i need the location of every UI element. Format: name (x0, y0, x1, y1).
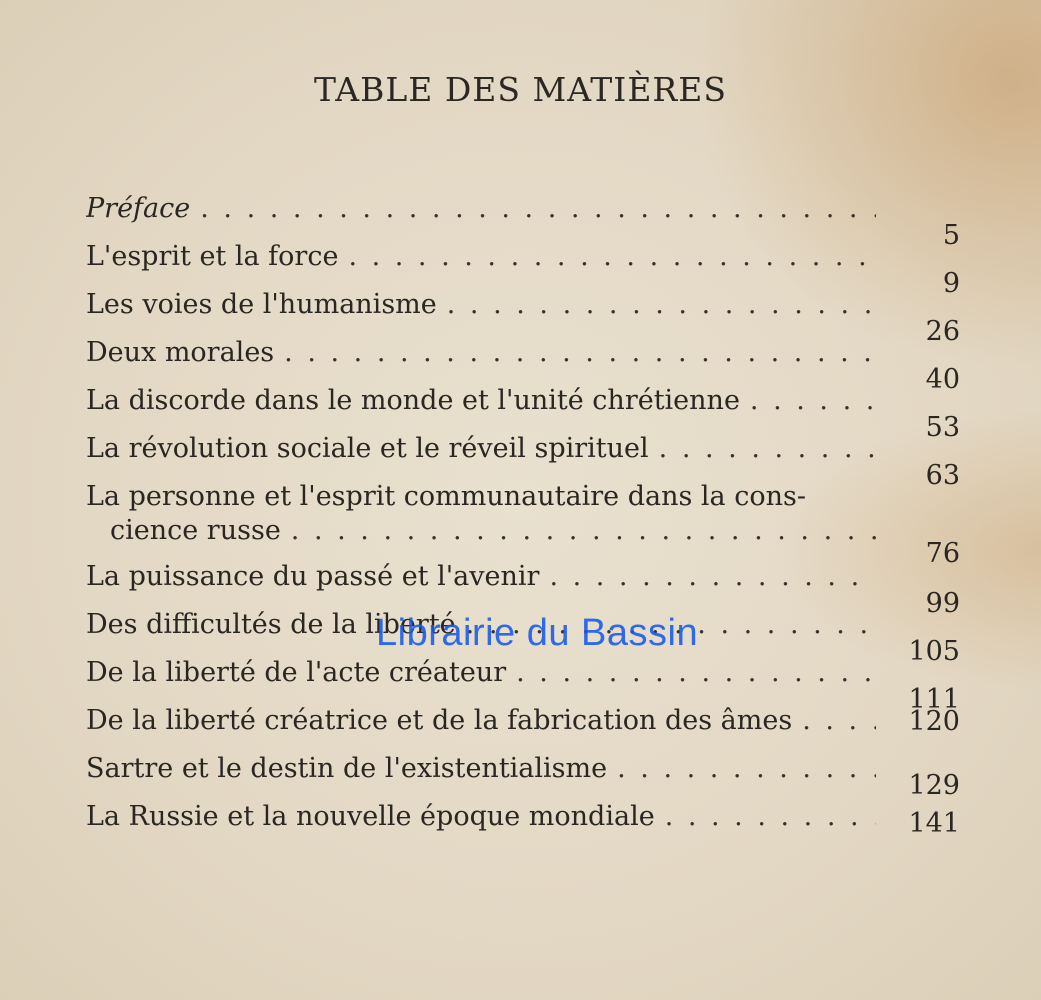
toc-entry-title: Des difficultés de la liberté (86, 609, 456, 640)
toc-entry (86, 334, 966, 395)
toc-entry-page: 26 (925, 316, 960, 347)
toc-entry-title: La révolution sociale et le réveil spirituel (86, 433, 649, 464)
toc-entry-title: De la liberté créatrice et de la fabrication des âmes (86, 705, 793, 736)
toc-entry-page: 63 (925, 460, 960, 491)
toc-entry (86, 558, 966, 619)
toc-entry-page: 129 (908, 770, 960, 801)
toc-entry-title-continued: cience russe (110, 515, 281, 546)
toc-entry (86, 382, 966, 443)
leader-dots (506, 657, 876, 688)
toc-entry-page: 40 (925, 364, 960, 395)
toc-entry-page: 53 (925, 412, 960, 443)
toc-entry-title: Les voies de l'humanisme (86, 289, 437, 320)
watermark-text: Librairie du Bassin (376, 612, 699, 654)
toc-entry-title: Deux morales (86, 337, 275, 368)
leader-dots (655, 801, 876, 832)
toc-entry-title: L'esprit et la force (86, 241, 339, 272)
toc-entry-title: La discorde dans le monde et l'unité chrétienne (86, 385, 740, 416)
toc-entry-title: Sartre et le destin de l'existentialisme (86, 753, 608, 784)
leader-dots (539, 561, 876, 592)
leader-dots (649, 433, 876, 464)
toc-entry (86, 238, 966, 299)
toc-entry (86, 702, 966, 750)
toc-entry-title: La personne et l'esprit communautaire dans la cons- (86, 481, 806, 512)
toc-entry-title: De la liberté de l'acte créateur (86, 657, 507, 688)
toc-entry (86, 478, 966, 569)
toc-entry-page: 105 (908, 636, 960, 667)
leader-dots (792, 705, 876, 736)
toc-entry-page: 111 (908, 684, 960, 715)
leader-dots (740, 385, 876, 416)
toc-entry-title: Préface (86, 193, 191, 224)
toc-entry-page: 5 (942, 220, 960, 251)
leader-dots (338, 241, 876, 272)
toc-entry (86, 750, 966, 801)
page-title: TABLE DES MATIÈRES (314, 70, 727, 109)
toc-entry-page: 120 (908, 706, 960, 737)
toc-entry-title: La puissance du passé et l'avenir (86, 561, 540, 592)
toc-entry (86, 798, 966, 846)
leader-dots (274, 337, 876, 368)
toc-entry-page: 9 (942, 268, 960, 299)
toc-entry (86, 286, 966, 347)
leader-dots (607, 753, 876, 784)
toc-entry-page: 141 (908, 808, 960, 839)
leader-dots (190, 193, 876, 224)
toc-entry (86, 430, 966, 491)
toc-entry (86, 654, 966, 715)
toc-entry-page: 99 (925, 588, 960, 619)
leader-dots (281, 515, 876, 546)
toc-entry-page: 76 (925, 538, 960, 569)
toc-entry-title: La Russie et la nouvelle époque mondiale (86, 801, 655, 832)
toc-entry-preface (86, 190, 966, 251)
table-of-contents (86, 190, 966, 846)
leader-dots (437, 289, 876, 320)
